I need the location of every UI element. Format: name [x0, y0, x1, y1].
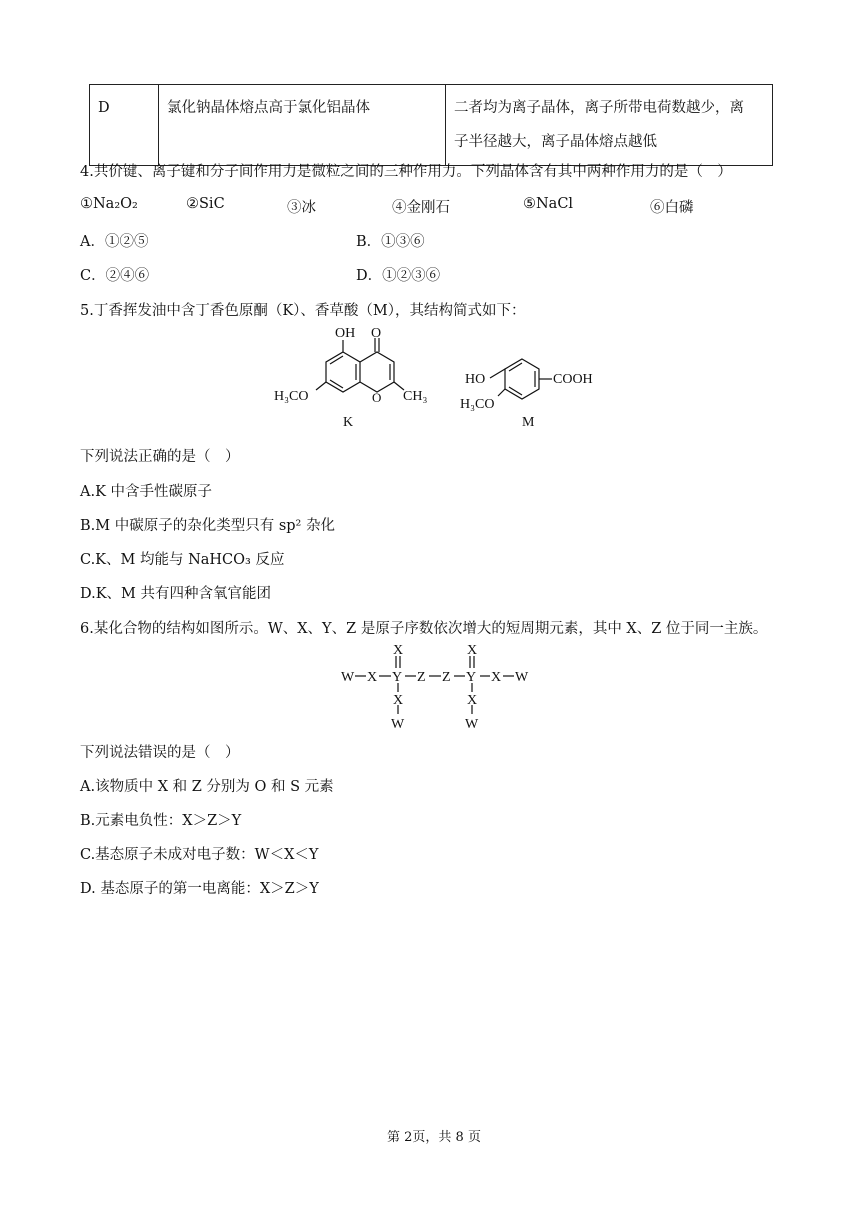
atom-z-left: Z	[417, 670, 426, 685]
q6-option-b: B.元素电负性：X＞Z＞Y	[80, 813, 242, 829]
page-number: 第 2页，共 8 页	[387, 1130, 481, 1145]
row-label: D	[90, 85, 159, 166]
q6-option-c: C.基态原子未成对电子数：W＜X＜Y	[80, 847, 319, 863]
k-h3co-label: H₃CO	[274, 389, 309, 404]
atom-x-top-right: X	[467, 643, 478, 658]
k-ring-o-label: O	[372, 390, 382, 405]
q6-prompt: 下列说法错误的是（ ）	[80, 745, 240, 761]
atom-w-right: W	[515, 670, 529, 685]
q6-structure	[335, 640, 535, 734]
q5-option-b: B.M 中碳原子的杂化类型只有 sp² 杂化	[80, 518, 335, 534]
row-explanation	[446, 85, 773, 166]
q5-option-a: A.K 中含手性碳原子	[80, 484, 213, 500]
m-ho-label: HO	[465, 372, 486, 387]
atom-x-bottom-right: X	[467, 693, 478, 708]
molecule-k-bonds	[316, 338, 404, 392]
q5-structures	[260, 322, 620, 434]
k-carbonyl-o-label: O	[371, 326, 382, 341]
q4-item-2: ②SiC	[186, 196, 225, 212]
atom-w-bottom-right: W	[465, 717, 479, 732]
q4-item-4: ④金刚石	[392, 200, 450, 216]
atom-x-bottom-left: X	[393, 693, 404, 708]
q4-option-c: C．②④⑥	[80, 268, 150, 284]
q4-item-1: ①Na₂O₂	[80, 196, 138, 212]
q5-prompt: 下列说法正确的是（ ）	[80, 449, 240, 465]
q6-option-a: A.该物质中 X 和 Z 分别为 O 和 S 元素	[80, 779, 334, 795]
answer-table	[89, 84, 773, 166]
m-h3co-label: H₃CO	[460, 397, 495, 412]
q6-stem: 6.某化合物的结构如图所示。W、X、Y、Z 是原子序数依次增大的短周期元素，其中 X、Z 位于同一主族。	[80, 621, 768, 637]
table-row	[90, 85, 773, 166]
q6-bonds	[355, 656, 514, 714]
atom-y-left: Y	[392, 670, 403, 685]
m-cooh-label: COOH	[553, 372, 593, 387]
atom-w-bottom-left: W	[391, 717, 405, 732]
atom-z-right: Z	[442, 670, 451, 685]
row-statement: 氯化钠晶体熔点高于氯化铝晶体	[159, 85, 446, 166]
atom-x-top-left: X	[393, 643, 404, 658]
k-ch3-label: CH₃	[403, 389, 428, 404]
q4-item-3: ③冰	[287, 200, 316, 216]
q5-option-d: D.K、M 共有四种含氧官能团	[80, 586, 272, 602]
q4-option-d: D．①②③⑥	[356, 268, 441, 284]
atom-w-left: W	[341, 670, 355, 685]
atom-x-right: X	[491, 670, 502, 685]
q4-item-5: ⑤NaCl	[523, 196, 574, 212]
atom-y-right: Y	[466, 670, 477, 685]
q5-stem: 5.丁香挥发油中含丁香色原酮（K）、香草酸（M），其结构简式如下：	[80, 303, 526, 319]
q5-option-c: C.K、M 均能与 NaHCO₃ 反应	[80, 552, 285, 568]
explanation-line2: 子半径越大，离子晶体熔点越低	[454, 134, 657, 150]
q4-item-6: ⑥白磷	[650, 200, 694, 216]
q6-option-d: D. 基态原子的第一电离能：X＞Z＞Y	[80, 881, 319, 897]
explanation-line1: 二者均为离子晶体，离子所带电荷数越少，离	[454, 100, 744, 116]
k-oh-label: OH	[335, 326, 356, 341]
q4-option-b: B．①③⑥	[356, 234, 425, 250]
label-k: K	[343, 415, 354, 430]
molecule-m-bonds	[490, 359, 552, 399]
atom-x-left: X	[367, 670, 378, 685]
q4-stem: 4.共价键、离子键和分子间作用力是微粒之间的三种作用力。下列晶体含有其中两种作用力的是（ ）	[80, 164, 732, 180]
q4-option-a: A．①②⑤	[80, 234, 149, 250]
label-m: M	[522, 415, 535, 430]
